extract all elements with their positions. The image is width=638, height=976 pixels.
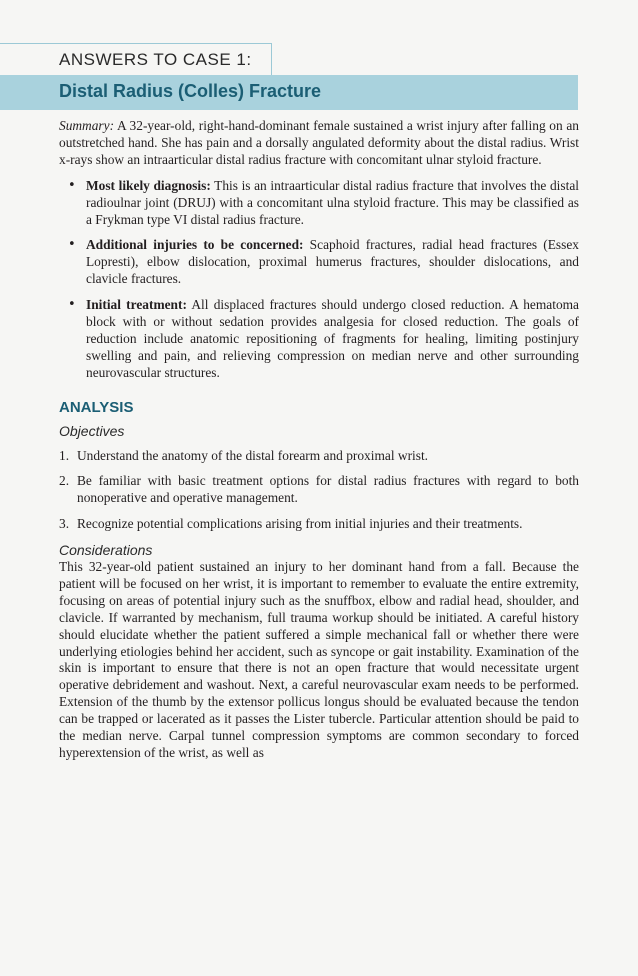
bullet-icon: •: [68, 177, 76, 193]
objective-number: 2.: [59, 473, 70, 489]
objectives-list: [59, 448, 579, 534]
page-title: Distal Radius (Colles) Fracture: [59, 81, 322, 101]
case-label: ANSWERS TO CASE 1:: [59, 50, 252, 69]
bullet-icon: •: [68, 237, 76, 253]
bullet-text: Scaphoid fractures, radial head fractures (Essex Lopresti), elbow dislocation, proximal humerus fractures, shoulder dislocations, and clavicle fractures.: [86, 237, 579, 287]
considerations-paragraph: This 32-year-old patient sustained an injury to her dominant hand from a fall. Because the patient will be focused on her wrist, it is important to remember to evaluate the entire extremity, focusing on areas of potential injury such as the snuffbox, elbow and radial head, shoulder, and clavicle. If warranted by mechanism, full trauma workup should be initiated. A careful history should elucidate whether the patient suffered a simple mechanical fall or whether there were underlying etiologies behind her accident, such as syncope or gait instability. Examination of the skin is important to ensure that there is not an open fracture that would necessitate urgent operative debridement and washout. Next, a careful neurovascular exam needs to be performed. Extension of the thumb by the extensor pollicus longus should be evaluated because the tendon can be trapped or lacerated as it passes the Lister tubercle. Particular attention should be paid to the median nerve. Carpal tunnel compression symptoms are common secondary to forced hyperextension of the wrist, as well as: [59, 559, 579, 760]
objective-text: Be familiar with basic treatment options for distal radius fractures with regard to both nonoperative and operative management.: [77, 473, 579, 506]
objectives-heading: Objectives: [59, 422, 125, 439]
list-item: [59, 237, 579, 288]
summary-label: Summary:: [59, 118, 115, 133]
bullet-text: This is an intraarticular distal radius fracture that involves the distal radioulnar joint (DRUJ) with a concomitant ulna styloid fracture. This may be classified as a Frykman type VI distal radius fracture.: [86, 177, 579, 227]
list-item: [59, 473, 579, 507]
list-item: [59, 297, 579, 382]
objective-number: 3.: [59, 516, 70, 532]
considerations-heading: Considerations: [59, 542, 153, 559]
list-item: [59, 178, 579, 229]
list-item: [59, 516, 579, 533]
main-content: [59, 118, 579, 762]
bullet-term: Additional injuries to be concerned:: [86, 237, 304, 253]
summary-paragraph: [59, 118, 579, 169]
objective-number: 1.: [59, 447, 70, 463]
bullet-text: All displaced fractures should undergo closed reduction. A hematoma block with or without sedation provides analgesia for closed reduction. The goals of reduction include anatomic repositioning of fragments for healing, limiting postinjury swelling and pain, and relieving compression on median nerve and other surrounding neurovascular structures.: [86, 297, 579, 380]
list-item: [59, 448, 579, 465]
analysis-heading: ANALYSIS: [59, 398, 134, 416]
bullet-term: Most likely diagnosis:: [86, 177, 211, 193]
bullet-icon: •: [68, 297, 76, 313]
objective-text: Understand the anatomy of the distal forearm and proximal wrist.: [77, 447, 429, 463]
objective-text: Recognize potential complications arising from initial injuries and their treatments.: [77, 516, 523, 532]
bullet-term: Initial treatment:: [86, 297, 187, 313]
key-points-list: [59, 178, 579, 382]
summary-text: A 32-year-old, right-hand-dominant female sustained a wrist injury after falling on an outstretched hand. She has pain and a dorsally angulated deformity about the distal radius. Wrist x-rays show an intraarticular distal radius fracture with concomitant ulnar styloid fracture.: [59, 118, 579, 167]
